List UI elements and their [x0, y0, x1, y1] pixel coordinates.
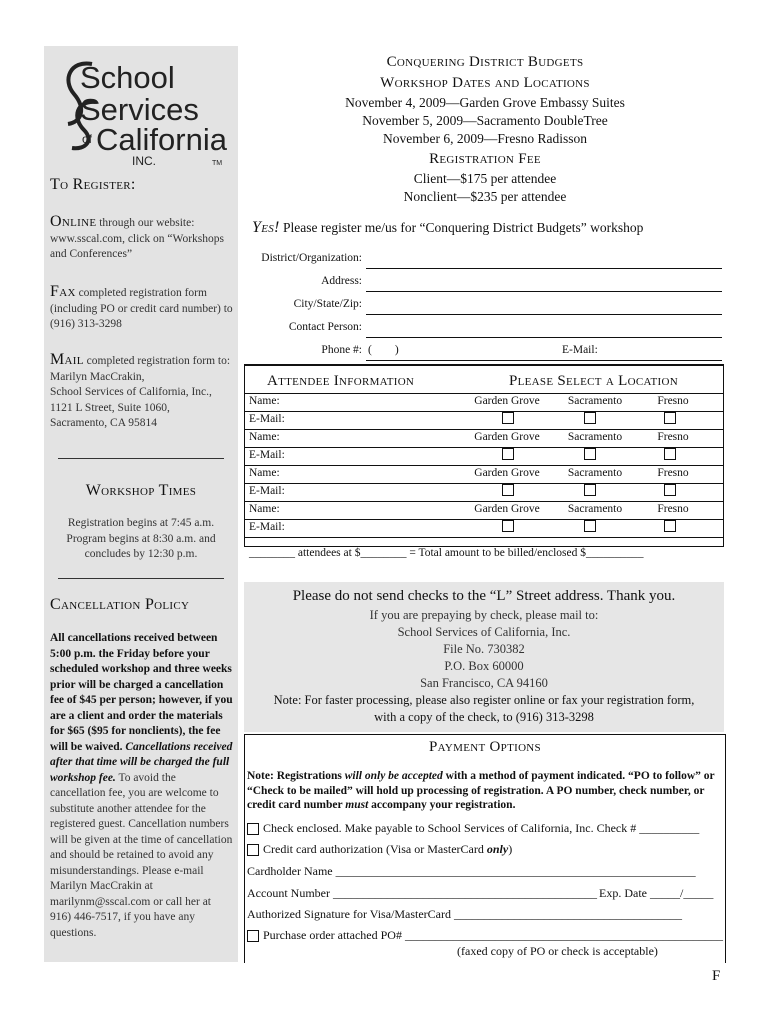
sacramento-checkbox[interactable]	[584, 448, 596, 460]
attendee-heading: Attendee Information	[267, 373, 415, 389]
fax-block	[50, 284, 236, 333]
address-field[interactable]	[366, 291, 722, 292]
divider	[58, 458, 224, 459]
checks-line5: San Francisco, CA 94160	[420, 676, 548, 690]
fresno-checkbox[interactable]	[664, 448, 676, 460]
account-number-field[interactable]: Account Number ____________________________________________	[247, 886, 597, 900]
cancellation-bold-italic: Cancellations received after that time will be charged the full workshop fee.	[50, 740, 233, 784]
city-label: City/State/Zip:	[293, 298, 362, 310]
address-label: Address:	[321, 275, 362, 287]
times-program: Program begins at 8:30 a.m. and	[66, 532, 216, 545]
location-sacramento-label: Sacramento	[567, 467, 623, 479]
online-heading: Online	[50, 213, 97, 230]
payment-note-d: must	[345, 799, 369, 811]
divider	[245, 537, 723, 538]
page-letter: F	[712, 968, 721, 984]
purchase-order-field[interactable]: Purchase order attached PO# _____________________________________________________	[263, 928, 723, 942]
cancellation-heading: Cancellation Policy	[50, 596, 190, 613]
district-label: District/Organization:	[261, 252, 362, 264]
payment-note-b: will only be accepted	[344, 770, 443, 782]
payment-heading: Payment Options	[429, 739, 541, 755]
faxed-note: (faxed copy of PO or check is acceptable)	[457, 944, 658, 958]
attendee-row	[245, 430, 723, 466]
divider	[58, 578, 224, 579]
attendee-email-label: E-Mail:	[249, 449, 285, 461]
mail-street: 1121 L Street, Suite 1060,	[50, 401, 170, 414]
divider	[245, 483, 723, 484]
workshop-times-heading: Workshop Times	[85, 482, 197, 499]
total-line: ________ attendees at $________ = Total amount to be billed/enclosed $__________	[249, 547, 644, 559]
checks-line1: If you are prepaying by check, please mail to:	[369, 608, 599, 622]
mail-heading: Mail	[50, 351, 84, 368]
payment-box	[244, 734, 726, 963]
date-sacramento: November 5, 2009—Sacramento DoubleTree	[362, 113, 608, 128]
location-sacramento-label: Sacramento	[567, 431, 623, 443]
fax-heading: Fax	[50, 283, 76, 300]
attendee-email-label: E-Mail:	[249, 413, 285, 425]
logo-inc: INC.	[132, 154, 156, 168]
fee-client: Client—$175 per attendee	[413, 171, 557, 186]
times-end: concludes by 12:30 p.m.	[84, 548, 198, 560]
district-field[interactable]	[366, 268, 722, 269]
times-registration: Registration begins at 7:45 a.m.	[67, 517, 215, 529]
location-fresno-label: Fresno	[657, 503, 689, 515]
check-enclosed-checkbox[interactable]	[247, 823, 259, 835]
payment-note	[247, 769, 723, 813]
workshop-times	[44, 516, 238, 563]
date-fresno: November 6, 2009—Fresno Radisson	[383, 131, 587, 146]
credit-card-only: only	[486, 842, 509, 856]
garden-grove-checkbox[interactable]	[502, 484, 514, 496]
location-sacramento-label: Sacramento	[567, 503, 623, 515]
location-garden-grove-label: Garden Grove	[474, 431, 540, 443]
divider	[245, 411, 723, 412]
payment-note-a: Note: Registrations	[247, 770, 345, 782]
attendee-row	[245, 466, 723, 502]
location-garden-grove-label: Garden Grove	[474, 467, 540, 479]
attendee-name-label: Name:	[249, 395, 280, 407]
cardholder-field[interactable]: Cardholder Name ____________________________________________________________	[247, 864, 696, 878]
fee-heading: Registration Fee	[429, 151, 541, 167]
fax-text: completed registration form (including PO or credit card number) to (916) 313-3298	[50, 287, 233, 330]
logo-line2: Services	[80, 92, 199, 127]
checks-note1: Note: For faster processing, please also register online or fax your registration form,	[273, 693, 695, 707]
location-heading: Please Select a Location	[509, 373, 678, 389]
logo	[52, 50, 232, 170]
fresno-checkbox[interactable]	[664, 484, 676, 496]
payment-note-c: with a method of payment indicated. “PO to follow” or “Check to be mailed” will hold up processing of registration. A PO number, check number, or credit card number	[247, 770, 715, 811]
location-fresno-label: Fresno	[657, 467, 689, 479]
attendee-row	[245, 394, 723, 430]
signature-field[interactable]: Authorized Signature for Visa/MasterCard ______________________________________	[247, 907, 683, 921]
cancellation-policy	[50, 631, 234, 941]
contact-field[interactable]	[366, 337, 722, 338]
check-enclosed-text: Check enclosed. Make payable to School Services of California, Inc. Check # __________	[263, 821, 700, 835]
credit-card-close: )	[508, 842, 513, 856]
location-garden-grove-label: Garden Grove	[474, 503, 540, 515]
checks-line3: File No. 730382	[443, 642, 525, 656]
checks-line2: School Services of California, Inc.	[397, 625, 571, 639]
page-subtitle: Workshop Dates and Locations	[380, 75, 590, 91]
checks-box	[244, 582, 724, 732]
divider	[245, 447, 723, 448]
fresno-checkbox[interactable]	[664, 412, 676, 424]
checks-line4: P.O. Box 60000	[444, 659, 524, 673]
garden-grove-checkbox[interactable]	[502, 448, 514, 460]
sidebar	[44, 46, 238, 962]
checks-heading: Please do not send checks to the “L” Street address. Thank you.	[292, 588, 676, 604]
attendee-box	[244, 364, 724, 559]
garden-grove-checkbox[interactable]	[502, 520, 514, 532]
attendee-row	[245, 502, 723, 538]
to-register-heading: To Register:	[50, 176, 136, 193]
sacramento-checkbox[interactable]	[584, 520, 596, 532]
phone-label: Phone #:	[321, 344, 362, 356]
credit-card-text	[263, 842, 512, 857]
garden-grove-checkbox[interactable]	[502, 412, 514, 424]
mail-name: Marilyn MacCrakin,	[50, 370, 145, 383]
location-fresno-label: Fresno	[657, 395, 689, 407]
online-text: through our website: www.sscal.com, click on “Workshops and Conferences”	[50, 217, 224, 260]
fee-nonclient: Nonclient—$235 per attendee	[403, 189, 567, 204]
phone-email-field[interactable]	[366, 360, 722, 361]
credit-card-label: Credit card authorization (Visa or MasterCard	[263, 842, 487, 856]
logo-of: of	[82, 132, 93, 146]
location-garden-grove-label: Garden Grove	[474, 395, 540, 407]
email-label: E-Mail:	[562, 344, 598, 356]
logo-line3: California	[96, 122, 227, 157]
attendee-name-label: Name:	[249, 467, 280, 479]
payment-note-e: accompany your registration.	[368, 799, 516, 811]
purchase-order-checkbox[interactable]	[247, 930, 259, 942]
sacramento-checkbox[interactable]	[584, 412, 596, 424]
attendee-email-label: E-Mail:	[249, 521, 285, 533]
mail-city: Sacramento, CA 95814	[50, 417, 157, 429]
attendee-name-label: Name:	[249, 503, 280, 515]
contact-label: Contact Person:	[288, 321, 362, 333]
yes-label: Yes!	[252, 219, 280, 236]
date-garden-grove: November 4, 2009—Garden Grove Embassy Suites	[345, 95, 625, 110]
cancellation-rest: To avoid the cancellation fee, you are welcome to substitute another attendee for the registered guest. Cancellation numbers will be given at the time of cancellation and should be retained to avoid any misunderstandings. Please e-mail Marilyn MacCrakin at marilynm@sscal.com or call her at 916) 446-7517, if you have any questions.	[50, 771, 233, 939]
logo-tm: TM	[212, 160, 223, 167]
location-sacramento-label: Sacramento	[567, 395, 623, 407]
attendee-email-label: E-Mail:	[249, 485, 285, 497]
sacramento-checkbox[interactable]	[584, 484, 596, 496]
checks-note2: with a copy of the check, to (916) 313-3298	[374, 710, 594, 724]
divider	[245, 519, 723, 520]
mail-text: completed registration form to:	[86, 355, 231, 367]
city-field[interactable]	[366, 314, 722, 315]
phone-paren: ( )	[368, 344, 399, 356]
cancellation-bold: All cancellations received between 5:00 p.m. the Friday before your scheduled workshop and three weeks prior will be charged a cancellation fee of $45 per person; however, if you are a client and order the materials for $65 ($95 for nonclients), the fee will be waived.	[50, 632, 233, 753]
header	[262, 52, 708, 206]
fresno-checkbox[interactable]	[664, 520, 676, 532]
logo-line1: School	[80, 60, 175, 95]
location-fresno-label: Fresno	[657, 431, 689, 443]
register-text: Please register me/us for “Conquering District Budgets” workshop	[283, 220, 644, 235]
register-line	[252, 219, 643, 237]
credit-card-checkbox[interactable]	[247, 844, 259, 856]
page-title: Conquering District Budgets	[386, 54, 584, 70]
attendee-name-label: Name:	[249, 431, 280, 443]
mail-block	[50, 352, 236, 432]
online-block	[50, 214, 236, 263]
expiration-field[interactable]: Exp. Date _____/_____	[599, 886, 714, 900]
mail-org: School Services of California, Inc.,	[50, 386, 212, 398]
